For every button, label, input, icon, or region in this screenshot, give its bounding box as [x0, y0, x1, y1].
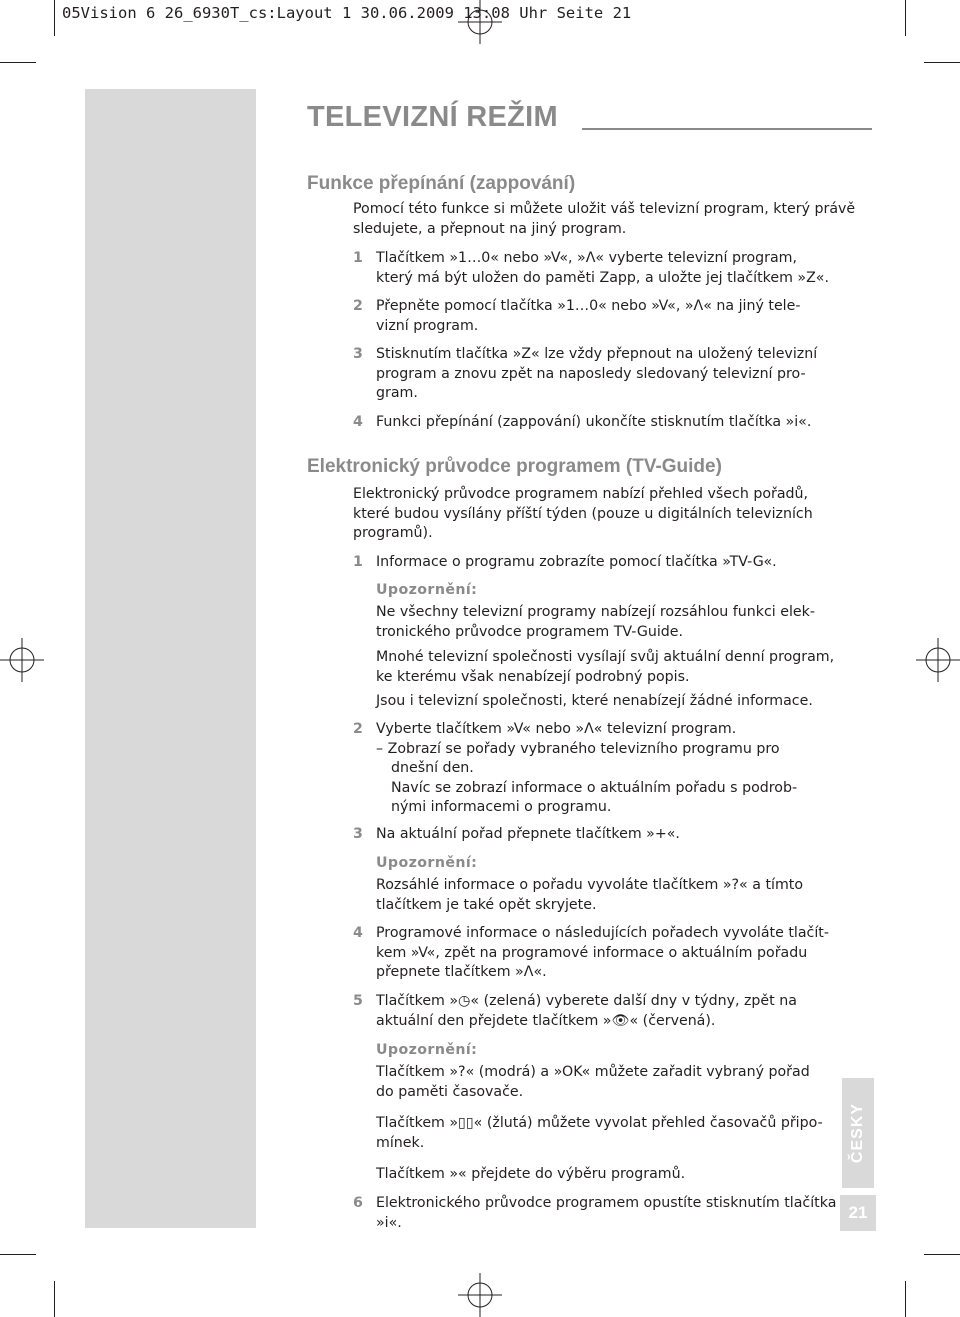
zapping-step-1 [376, 249, 829, 288]
tv-guide-step-5 [376, 992, 797, 1031]
note-1-text [376, 648, 834, 687]
text-line: sledujete, a přepnout na jiný program. [353, 220, 627, 237]
step-number: 3 [353, 826, 363, 842]
tv-guide-step-4 [376, 924, 829, 983]
zapping-intro [353, 200, 855, 239]
left-margin-bar [85, 89, 256, 1228]
step-number: 5 [353, 993, 363, 1009]
section-heading-zapping: Funkce přepínání (zappování) [307, 173, 576, 194]
note-3-text [376, 1165, 685, 1185]
text-line: do paměti časovače. [376, 1083, 524, 1100]
zapping-step-4 [376, 413, 811, 433]
text-line: který má být uložen do paměti Zapp, a uložte jej tlačítkem »Z«. [376, 269, 829, 286]
tv-guide-step-2 [376, 720, 797, 818]
note-1-text [376, 692, 813, 712]
text-line: Tlačítkem »◷« (zelená) vyberete další dny v týdny, zpět na [376, 993, 797, 1009]
step-number: 1 [353, 554, 363, 570]
text-line: aktuální den přejdete tlačítkem »👁« (červená). [376, 1012, 716, 1029]
text-line: ke kterému však nenabízejí podrobný popis. [376, 668, 690, 685]
note-2-text [376, 876, 803, 915]
text-line: dnešní den. [391, 760, 474, 776]
text-line: Pomocí této funkce si můžete uložit váš televizní program, který právě [353, 201, 856, 217]
note-1-text [376, 603, 815, 642]
crop-mark [0, 62, 36, 63]
step-number: 2 [353, 721, 363, 737]
text-line: Ne všechny televizní programy nabízejí rozsáhlou funkci elek- [376, 604, 815, 620]
text-line: program a znovu zpět na naposledy sledovaný televizní pro- [376, 365, 806, 382]
note-label: Upozornění: [376, 582, 478, 598]
text-line: které budou vysílány příští týden (pouze u digitálních televizních [353, 505, 813, 522]
text-line: »i«. [376, 1214, 402, 1231]
crop-mark [54, 1281, 55, 1317]
step-number: 2 [353, 298, 363, 314]
step-number: 4 [353, 925, 363, 941]
text-line: Funkci přepínání (zappování) ukončíte stisknutím tlačítka »i«. [376, 414, 812, 430]
text-line: tlačítkem je také opět skryjete. [376, 896, 597, 913]
text-line: vizní program. [376, 317, 479, 334]
note-label: Upozornění: [376, 855, 478, 871]
text-line: Jsou i televizní společnosti, které nenabízejí žádné informace. [376, 693, 813, 709]
text-line: nými informacemi o programu. [391, 799, 612, 815]
text-line: Elektronického průvodce programem opustíte stisknutím tlačítka [376, 1195, 837, 1211]
note-3-text [376, 1063, 810, 1102]
text-line: tronického průvodce programem TV-Guide. [376, 623, 684, 640]
registration-mark-icon [916, 638, 960, 682]
step-number: 1 [353, 250, 363, 266]
step-number: 3 [353, 346, 363, 362]
text-line: Elektronický průvodce programem nabízí přehled všech pořadů, [353, 486, 809, 502]
tv-guide-step-1 [376, 553, 777, 573]
text-line: Programové informace o následujících pořadech vyvoláte tlačít- [376, 925, 829, 941]
text-line: programů). [353, 525, 433, 541]
text-line: kem »V«, zpět na programové informace o aktuálním pořadu [376, 944, 808, 961]
text-line: Informace o programu zobrazíte pomocí tlačítka »TV-G«. [376, 554, 777, 570]
text-line: Vyberte tlačítkem »V« nebo »Λ« televizní program. [376, 721, 737, 737]
section-heading-tv-guide: Elektronický průvodce programem (TV-Guide) [307, 456, 722, 477]
note-3-text [376, 1114, 823, 1153]
text-line: mínek. [376, 1134, 425, 1151]
crop-mark [0, 1254, 36, 1255]
tv-guide-step-3 [376, 825, 680, 845]
step-number: 6 [353, 1195, 363, 1211]
print-slug: 05Vision 6 26_6930T_cs:Layout 1 30.06.2009 13:08 Uhr Seite 21 [62, 4, 632, 22]
crop-mark [924, 62, 960, 63]
language-tab [842, 1078, 874, 1188]
tv-guide-intro [353, 485, 813, 544]
text-line: Navíc se zobrazí informace o aktuálním pořadu s podrob- [391, 779, 798, 796]
crop-mark [905, 0, 906, 36]
title-rule [582, 128, 872, 130]
text-line: Mnohé televizní společnosti vysílají svůj aktuální denní program, [376, 649, 835, 665]
registration-mark-icon [458, 1273, 502, 1317]
text-line: Na aktuální pořad přepnete tlačítkem »+«. [376, 826, 680, 842]
tv-guide-step-6 [376, 1194, 836, 1233]
zapping-step-3 [376, 345, 817, 404]
registration-mark-icon [458, 0, 502, 44]
text-line: Rozsáhlé informace o pořadu vyvoláte tlačítkem »?« a tímto [376, 877, 804, 893]
text-line: Přepněte pomocí tlačítka »1…0« nebo »V«, »Λ« na jiný tele- [376, 298, 801, 314]
text-line: – Zobrazí se pořady vybraného televizního programu pro [376, 740, 780, 757]
text-line: Tlačítkem »?« (modrá) a »OK« můžete zařadit vybraný pořad [376, 1064, 810, 1080]
crop-mark [905, 1281, 906, 1317]
crop-mark [924, 1254, 960, 1255]
language-tab-label: ČESKY [849, 1102, 866, 1164]
text-line: přepnete tlačítkem »Λ«. [376, 964, 547, 980]
step-number: 4 [353, 414, 363, 430]
registration-mark-icon [0, 638, 44, 682]
page-title: TELEVIZNÍ REŽIM [307, 101, 558, 133]
crop-mark [54, 0, 55, 36]
text-line: Tlačítkem »« přejdete do výběru programů. [376, 1166, 686, 1182]
zapping-step-2 [376, 297, 800, 336]
text-line: gram. [376, 385, 418, 401]
note-label: Upozornění: [376, 1042, 478, 1058]
text-line: Tlačítkem »▯▯« (žlutá) můžete vyvolat přehled časovačů připo- [376, 1115, 823, 1131]
page-number: 21 [840, 1195, 876, 1231]
text-line: Stisknutím tlačítka »Z« lze vždy přepnout na uložený televizní [376, 346, 818, 362]
text-line: Tlačítkem »1…0« nebo »V«, »Λ« vyberte televizní program, [376, 250, 798, 266]
